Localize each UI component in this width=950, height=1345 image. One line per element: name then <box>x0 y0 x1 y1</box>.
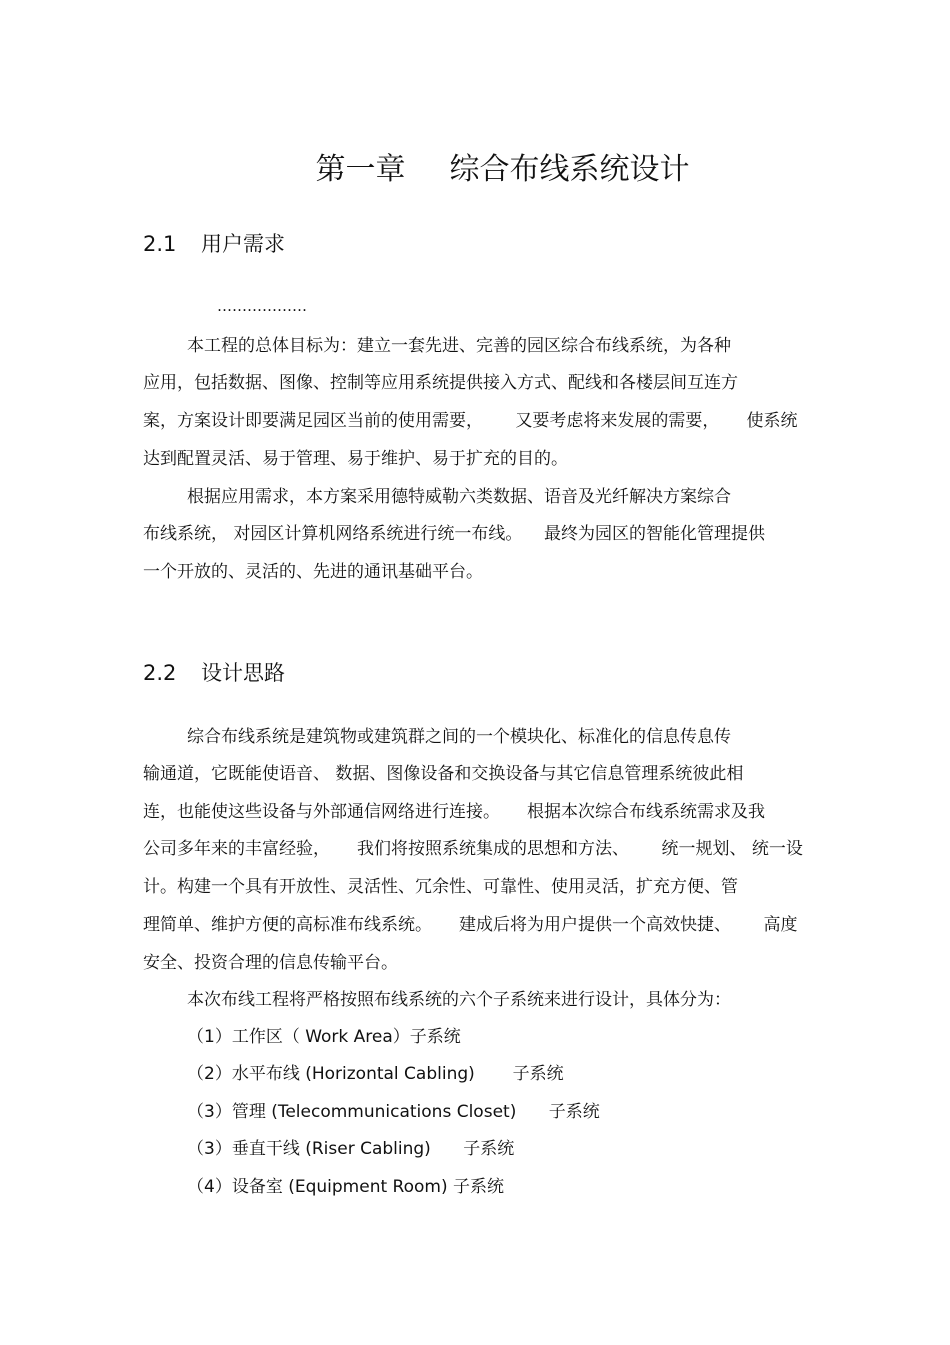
section-title: 设计思路 <box>201 661 285 685</box>
subsystem-list-item: （3）管理 (Telecommunications Closet) 子系统 <box>187 1102 600 1122</box>
subsystem-list-item: （1）工作区（ Work Area）子系统 <box>187 1027 461 1047</box>
ellipsis-line: ……………… <box>217 297 307 315</box>
subsystem-list-item: （2）水平布线 (Horizontal Cabling) 子系统 <box>187 1064 564 1084</box>
subsystem-list-item: （4）设备室 (Equipment Room) 子系统 <box>187 1177 504 1197</box>
paragraph-line: 输通道，它既能使语音、 数据、图像设备和交换设备与其它信息管理系统彼此相 <box>143 764 744 784</box>
paragraph-line: 本工程的总体目标为：建立一套先进、完善的园区综合布线系统，为各种 <box>187 336 731 356</box>
paragraph-line: 一个开放的、灵活的、先进的通讯基础平台。 <box>143 562 483 582</box>
section-number: 2.2 <box>143 661 177 685</box>
section-heading-2-1 <box>143 229 285 259</box>
paragraph-line: 达到配置灵活、易于管理、易于维护、易于扩充的目的。 <box>143 449 568 469</box>
chapter-name: 综合布线系统设计 <box>449 152 690 187</box>
chapter-title <box>0 150 950 190</box>
paragraph-line: 公司多年来的丰富经验， 我们将按照系统集成的思想和方法、 统一规划、 统一设 <box>143 839 803 859</box>
paragraph-line: 计。构建一个具有开放性、灵活性、冗余性、可靠性、使用灵活，扩充方便、管 <box>143 877 738 897</box>
section-title: 用户需求 <box>201 232 285 256</box>
subsystem-list-item: （3）垂直干线 (Riser Cabling) 子系统 <box>187 1139 515 1159</box>
section-heading-2-2 <box>143 658 285 688</box>
paragraph-line: 案，方案设计即要满足园区当前的使用需要， 又要考虑将来发展的需要， 使系统 <box>143 411 798 431</box>
paragraph-line: 布线系统， 对园区计算机网络系统进行统一布线。 最终为园区的智能化管理提供 <box>143 524 766 544</box>
paragraph-line: 本次布线工程将严格按照布线系统的六个子系统来进行设计，具体分为： <box>187 990 731 1010</box>
paragraph-line: 安全、投资合理的信息传输平台。 <box>143 953 398 973</box>
paragraph-line: 应用，包括数据、图像、控制等应用系统提供接入方式、配线和各楼层间互连方 <box>143 373 738 393</box>
section-number: 2.1 <box>143 232 177 256</box>
paragraph-line: 根据应用需求，本方案采用德特威勒六类数据、语音及光纤解决方案综合 <box>187 487 731 507</box>
paragraph-line: 综合布线系统是建筑物或建筑群之间的一个模块化、标准化的信息传息传 <box>187 727 731 747</box>
paragraph-line: 理简单、维护方便的高标准布线系统。 建成后将为用户提供一个高效快捷、 高度 <box>143 915 798 935</box>
chapter-number: 第一章 <box>315 152 406 187</box>
paragraph-line: 连，也能使这些设备与外部通信网络进行连接。 根据本次综合布线系统需求及我 <box>143 802 766 822</box>
